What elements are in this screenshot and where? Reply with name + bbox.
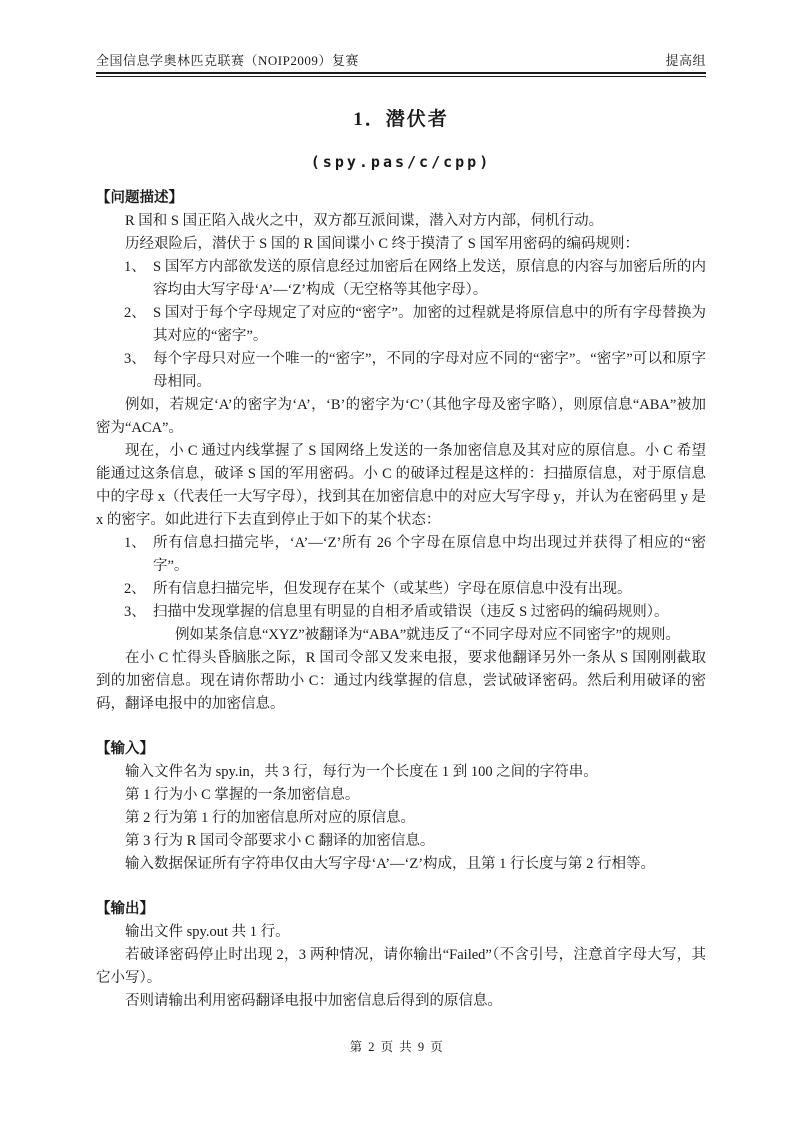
input-spec-line: 第 2 行为第 1 行的加密信息所对应的原信息。 [125, 810, 415, 826]
list-item [96, 302, 706, 348]
list-item [96, 532, 706, 578]
list-text: S 国军方内部欲发送的原信息经过加密后在网络上发送，原信息的内容与加密后所的内容均由大写字母‘A’—‘Z’构成（无空格等其他字母）。 [153, 259, 706, 298]
input-spec-line: 输入文件名为 spy.in，共 3 行，每行为一个长度在 1 到 100 之间的字符串。 [125, 764, 598, 780]
page-header [96, 50, 706, 69]
section-gap [96, 876, 706, 898]
section-problem-description [96, 187, 706, 716]
input-spec-line: 输入数据保证所有字符串仅由大写字母‘A’—‘Z’构成，且第 1 行长度与第 2 行相等。 [125, 856, 656, 872]
list-number: 2、 [124, 581, 146, 597]
input-spec-line: 第 1 行为小 C 掌握的一条加密信息。 [125, 787, 360, 803]
paragraph: 例如，若规定‘A’的密字为‘A’，‘B’的密字为‘C’（其他字母及密字略），则原信息“ABA”被加密为“ACA”。 [96, 397, 706, 436]
header-rule [96, 72, 706, 77]
list-number: 1、 [124, 535, 146, 551]
paragraph: 历经艰险后，潜伏于 S 国的 R 国间谍小 C 终于摸清了 S 国军用密码的编码规则： [125, 236, 639, 252]
section-output [96, 898, 706, 1013]
list-item [96, 256, 706, 302]
list-item [96, 578, 706, 601]
list-item-note: 例如某条信息“XYZ”被翻译为“ABA”就违反了“不同字母对应不同密字”的规则。 [175, 627, 681, 643]
output-spec-line: 若破译密码停止时出现 2，3 两种情况，请你输出“Failed”（不含引号，注意首字母大写，其它小写）。 [96, 947, 706, 986]
header-contest-name: 全国信息学奥林匹克联赛（NOIP2009）复赛 [96, 53, 359, 68]
section-heading-output: 【输出】 [96, 901, 154, 917]
list-item [96, 348, 706, 394]
problem-filenames: (spy.pas/c/cpp) [310, 153, 492, 171]
list-text: 所有信息扫描完毕，‘A’—‘Z’所有 26 个字母在原信息中均出现过并获得了相应的“密字”。 [153, 535, 706, 574]
section-heading-input: 【输入】 [96, 741, 154, 757]
output-spec-line: 否则请输出利用密码翻译电报中加密信息后得到的原信息。 [125, 993, 502, 1009]
problem-title: 1．潜伏者 [353, 109, 449, 130]
input-spec-line: 第 3 行为 R 国司令部要求小 C 翻译的加密信息。 [125, 833, 435, 849]
list-text: 每个字母只对应一个唯一的“密字”，不同的字母对应不同的“密字”。“密字”可以和原字母相同。 [153, 351, 706, 390]
header-division: 提高组 [665, 53, 706, 68]
output-spec-line: 输出文件 spy.out 共 1 行。 [125, 924, 290, 940]
list-item [96, 601, 706, 624]
page-number: 第 2 页 共 9 页 [349, 1040, 445, 1054]
list-number: 1、 [124, 259, 146, 275]
paragraph: 在小 C 忙得头昏脑胀之际，R 国司令部又发来电报，要求他翻译另外一条从 S 国刚刚截取到的加密信息。现在请你帮助小 C：通过内线掌握的信息，尝试破译密码。然后利用破译的密码，翻译电报中的加密信息。 [96, 650, 706, 712]
list-number: 3、 [124, 604, 146, 620]
section-gap [96, 716, 706, 738]
paragraph: 现在，小 C 通过内线掌握了 S 国网络上发送的一条加密信息及其对应的原信息。小 C 希望能通过这条信息，破译 S 国的军用密码。小 C 的破译过程是这样的：扫描原信息，对于原信息中的字母 x（代表任一大写字母），找到其在加密信息中的对应大写字母 y，并认为在密码里 y 是 x 的密字。如此进行下去直到停止于如下的某个状态： [96, 443, 706, 528]
list-text: 所有信息扫描完毕，但发现存在某个（或某些）字母在原信息中没有出现。 [153, 581, 632, 597]
list-number: 3、 [124, 351, 146, 367]
list-text: S 国对于每个字母规定了对应的“密字”。加密的过程就是将原信息中的所有字母替换为其对应的“密字”。 [153, 305, 706, 344]
section-heading-description: 【问题描述】 [96, 190, 183, 206]
paragraph: R 国和 S 国正陷入战火之中，双方都互派间谍，潜入对方内部，伺机行动。 [125, 213, 604, 229]
document-body [96, 187, 706, 1013]
list-number: 2、 [124, 305, 146, 321]
list-text: 扫描中发现掌握的信息里有明显的自相矛盾或错误（违反 S 过密码的编码规则）。 [153, 604, 669, 620]
section-input [96, 738, 706, 876]
